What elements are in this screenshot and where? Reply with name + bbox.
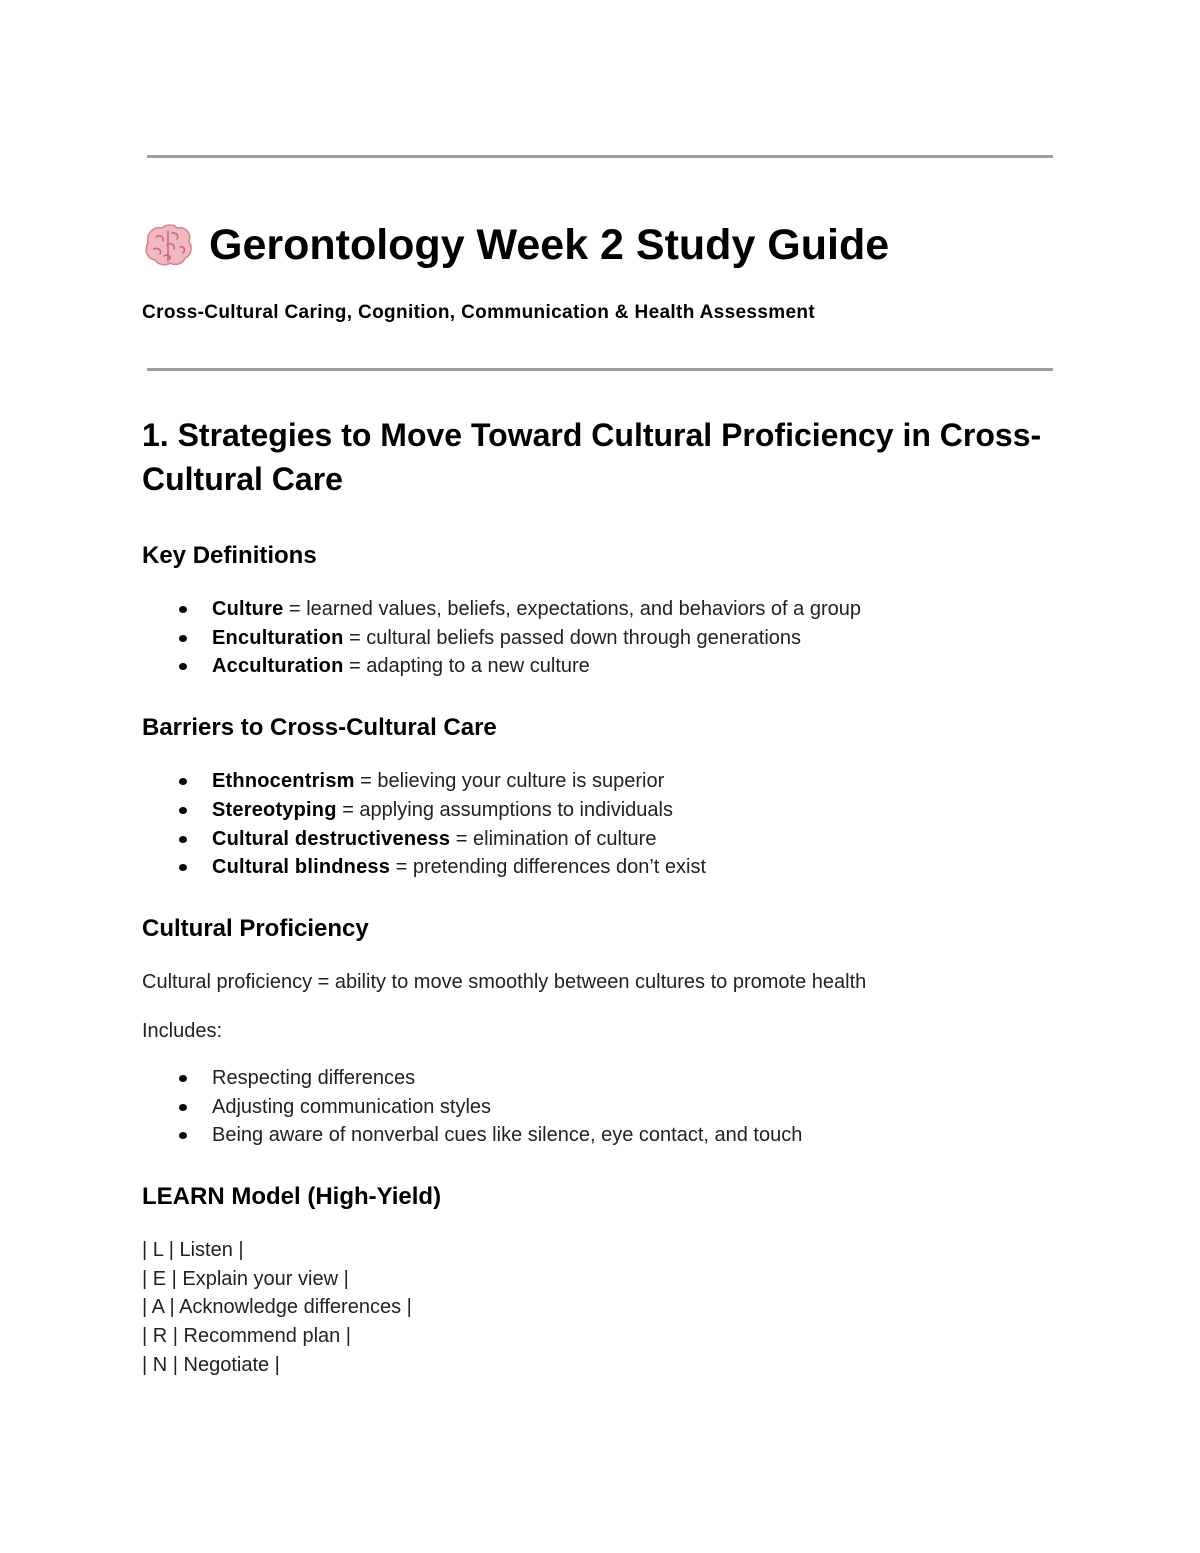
bullet-icon [179, 663, 187, 670]
section-1 [142, 413, 1062, 1380]
list-item-text: Being aware of nonverbal cues like silence, eye contact, and touch [212, 1124, 803, 1147]
learn-row: | E | Explain your view | [142, 1267, 349, 1290]
bullet-icon [179, 1132, 187, 1139]
learn-row: | N | Negotiate | [142, 1353, 280, 1376]
bullet-icon [179, 606, 187, 613]
definition: = elimination of culture [450, 827, 657, 850]
list-item-text: Respecting differences [212, 1066, 416, 1089]
bullet-icon [179, 807, 187, 814]
list-item [142, 595, 1062, 624]
bullet-icon [179, 1075, 187, 1082]
list-item [142, 796, 1062, 825]
barriers-heading: Barriers to Cross-Cultural Care [142, 714, 497, 742]
term: Cultural blindness [212, 856, 391, 879]
list-item [142, 652, 1062, 681]
cultural-proficiency-definition: Cultural proficiency = ability to move smoothly between cultures to promote health [142, 970, 867, 993]
list-item [142, 624, 1062, 653]
bullet-icon [179, 864, 187, 871]
cultural-proficiency-heading: Cultural Proficiency [142, 914, 369, 942]
definition: = pretending differences don’t exist [390, 856, 707, 879]
learn-model-heading: LEARN Model (High-Yield) [142, 1183, 442, 1211]
definition: = cultural beliefs passed down through generations [343, 626, 802, 649]
list-item [142, 825, 1062, 854]
learn-row: | R | Recommend plan | [142, 1325, 352, 1348]
term: Enculturation [212, 626, 344, 649]
list-item [142, 1064, 1062, 1093]
list-item-text: Adjusting communication styles [212, 1095, 492, 1118]
key-definitions-list [142, 595, 1062, 681]
bullet-icon [179, 635, 187, 642]
definition: = learned values, beliefs, expectations, and behaviors of a group [283, 598, 862, 620]
page-subtitle: Cross-Cultural Caring, Cognition, Communication & Health Assessment [142, 302, 816, 323]
list-item [142, 767, 1062, 796]
horizontal-rule-middle [147, 368, 1053, 371]
term: Culture [212, 598, 284, 620]
learn-row: | A | Acknowledge differences | [142, 1296, 412, 1319]
definition: = adapting to a new culture [343, 655, 590, 678]
page-title: Gerontology Week 2 Study Guide [209, 221, 890, 269]
barriers-list [142, 767, 1062, 882]
term: Ethnocentrism [212, 770, 355, 793]
bullet-icon [179, 836, 187, 843]
title-row [142, 218, 889, 272]
bullet-icon [179, 1104, 187, 1111]
list-item [142, 1093, 1062, 1122]
learn-row: | L | Listen | [142, 1239, 244, 1262]
term: Cultural destructiveness [212, 827, 451, 850]
includes-label: Includes: [142, 1019, 223, 1042]
list-item [142, 1121, 1062, 1150]
term: Acculturation [212, 655, 344, 678]
learn-model-rows [142, 1236, 1062, 1380]
term: Stereotyping [212, 798, 337, 821]
definition: = believing your culture is superior [354, 770, 665, 793]
horizontal-rule-top [147, 155, 1053, 158]
list-item [142, 853, 1062, 882]
definition: = applying assumptions to individuals [336, 798, 673, 821]
brain-icon [142, 223, 194, 267]
bullet-icon [179, 778, 187, 785]
cultural-proficiency-list [142, 1064, 1062, 1150]
key-definitions-heading: Key Definitions [142, 542, 317, 569]
section-1-heading: 1. Strategies to Move Toward Cultural Proficiency in Cross-Cultural Care [142, 417, 1042, 497]
